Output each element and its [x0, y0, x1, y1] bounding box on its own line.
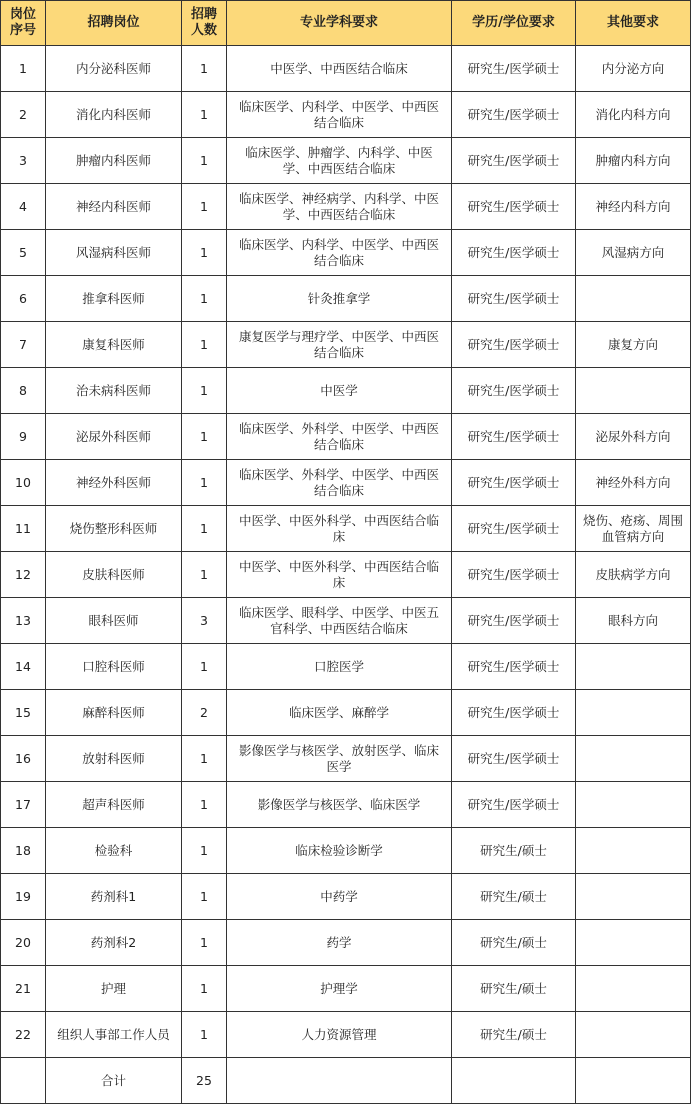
cell-other: [576, 368, 691, 414]
table-row: [1, 460, 691, 506]
cell-degree: 研究生/医学硕士: [452, 690, 576, 736]
cell-count: 1: [182, 874, 227, 920]
cell-degree: 研究生/医学硕士: [452, 506, 576, 552]
cell-seq: 15: [1, 690, 46, 736]
cell-seq: 10: [1, 460, 46, 506]
table-row: [1, 230, 691, 276]
table-row: [1, 736, 691, 782]
cell-count: 1: [182, 1012, 227, 1058]
cell-degree: 研究生/硕士: [452, 966, 576, 1012]
header-count: [182, 1, 227, 46]
cell-position: 护理: [46, 966, 182, 1012]
cell-other: 烧伤、疮疡、周围血管病方向: [576, 506, 691, 552]
table-row: [1, 414, 691, 460]
cell-count: 1: [182, 966, 227, 1012]
table-row: [1, 506, 691, 552]
cell-degree: 研究生/医学硕士: [452, 322, 576, 368]
cell-degree: 研究生/医学硕士: [452, 782, 576, 828]
cell-count: 1: [182, 920, 227, 966]
cell-other: 神经内科方向: [576, 184, 691, 230]
cell-degree: 研究生/医学硕士: [452, 552, 576, 598]
cell-degree: 研究生/硕士: [452, 874, 576, 920]
cell-seq: 1: [1, 46, 46, 92]
cell-seq: 12: [1, 552, 46, 598]
cell-other: [576, 736, 691, 782]
cell-major: 临床医学、内科学、中医学、中西医结合临床: [227, 230, 452, 276]
cell-position: 组织人事部工作人员: [46, 1012, 182, 1058]
cell-degree: 研究生/医学硕士: [452, 276, 576, 322]
cell-position: 麻醉科医师: [46, 690, 182, 736]
cell-degree: 研究生/医学硕士: [452, 644, 576, 690]
cell-degree: 研究生/硕士: [452, 828, 576, 874]
cell-count: 1: [182, 322, 227, 368]
cell-degree: 研究生/医学硕士: [452, 46, 576, 92]
cell-major: 口腔医学: [227, 644, 452, 690]
cell-count: 1: [182, 276, 227, 322]
cell-position: 治未病科医师: [46, 368, 182, 414]
table-row: [1, 184, 691, 230]
cell-major: 临床医学、内科学、中医学、中西医结合临床: [227, 92, 452, 138]
cell-seq: 3: [1, 138, 46, 184]
header-degree: 学历/学位要求: [452, 1, 576, 46]
cell-major: 临床医学、外科学、中医学、中西医结合临床: [227, 414, 452, 460]
cell-seq: 5: [1, 230, 46, 276]
table-body: [1, 46, 691, 1058]
cell-position: 消化内科医师: [46, 92, 182, 138]
cell-count: 1: [182, 828, 227, 874]
cell-other: [576, 644, 691, 690]
cell-other: [576, 690, 691, 736]
table-row: [1, 276, 691, 322]
cell-major: 中医学: [227, 368, 452, 414]
cell-degree: 研究生/医学硕士: [452, 138, 576, 184]
cell-degree: 研究生/医学硕士: [452, 736, 576, 782]
table-row: [1, 92, 691, 138]
cell-degree: 研究生/医学硕士: [452, 368, 576, 414]
header-count-label: 招聘人数: [190, 7, 217, 38]
cell-seq: 8: [1, 368, 46, 414]
cell-other: 泌尿外科方向: [576, 414, 691, 460]
cell-major: 影像医学与核医学、放射医学、临床医学: [227, 736, 452, 782]
cell-count: 1: [182, 230, 227, 276]
cell-position: 神经外科医师: [46, 460, 182, 506]
cell-other: 肿瘤内科方向: [576, 138, 691, 184]
cell-position: 推拿科医师: [46, 276, 182, 322]
cell-seq: 20: [1, 920, 46, 966]
cell-position: 眼科医师: [46, 598, 182, 644]
cell-major: 临床医学、眼科学、中医学、中医五官科学、中西医结合临床: [227, 598, 452, 644]
cell-seq: 6: [1, 276, 46, 322]
cell-other: 神经外科方向: [576, 460, 691, 506]
header-other: 其他要求: [576, 1, 691, 46]
table-row: [1, 46, 691, 92]
cell-other: 风湿病方向: [576, 230, 691, 276]
cell-position: 超声科医师: [46, 782, 182, 828]
table-row: [1, 1012, 691, 1058]
cell-major: 中医学、中医外科学、中西医结合临床: [227, 552, 452, 598]
table-row: [1, 598, 691, 644]
header-major: 专业学科要求: [227, 1, 452, 46]
cell-position: 神经内科医师: [46, 184, 182, 230]
cell-other: 消化内科方向: [576, 92, 691, 138]
cell-position: 皮肤科医师: [46, 552, 182, 598]
total-count: 25: [182, 1058, 227, 1104]
cell-seq: 14: [1, 644, 46, 690]
cell-seq: 16: [1, 736, 46, 782]
cell-major: 药学: [227, 920, 452, 966]
cell-count: 1: [182, 368, 227, 414]
total-label: 合计: [46, 1058, 182, 1104]
table-row: [1, 690, 691, 736]
table-row: [1, 322, 691, 368]
cell-count: 1: [182, 414, 227, 460]
cell-seq: 22: [1, 1012, 46, 1058]
cell-major: 中医学、中西医结合临床: [227, 46, 452, 92]
cell-count: 1: [182, 736, 227, 782]
cell-count: 1: [182, 506, 227, 552]
cell-count: 1: [182, 92, 227, 138]
cell-seq: 7: [1, 322, 46, 368]
cell-major: 临床检验诊断学: [227, 828, 452, 874]
cell-major: 护理学: [227, 966, 452, 1012]
cell-other: 康复方向: [576, 322, 691, 368]
cell-major: 针灸推拿学: [227, 276, 452, 322]
cell-degree: 研究生/医学硕士: [452, 598, 576, 644]
total-row: [1, 1058, 691, 1104]
cell-other: [576, 276, 691, 322]
cell-degree: 研究生/医学硕士: [452, 414, 576, 460]
total-major: [227, 1058, 452, 1104]
cell-major: 中药学: [227, 874, 452, 920]
cell-major: 康复医学与理疗学、中医学、中西医结合临床: [227, 322, 452, 368]
cell-degree: 研究生/医学硕士: [452, 460, 576, 506]
total-degree: [452, 1058, 576, 1104]
table-row: [1, 138, 691, 184]
cell-other: [576, 828, 691, 874]
total-other: [576, 1058, 691, 1104]
cell-other: [576, 874, 691, 920]
header-row: [1, 1, 691, 46]
cell-seq: 2: [1, 92, 46, 138]
total-seq: [1, 1058, 46, 1104]
cell-position: 口腔科医师: [46, 644, 182, 690]
cell-major: 临床医学、神经病学、内科学、中医学、中西医结合临床: [227, 184, 452, 230]
cell-count: 3: [182, 598, 227, 644]
table-row: [1, 644, 691, 690]
header-seq-label: 岗位序号: [9, 7, 36, 38]
cell-degree: 研究生/医学硕士: [452, 184, 576, 230]
table-row: [1, 874, 691, 920]
cell-other: [576, 1012, 691, 1058]
cell-count: 1: [182, 644, 227, 690]
table-row: [1, 368, 691, 414]
cell-degree: 研究生/硕士: [452, 1012, 576, 1058]
cell-degree: 研究生/医学硕士: [452, 92, 576, 138]
cell-position: 药剂科2: [46, 920, 182, 966]
cell-other: 皮肤病学方向: [576, 552, 691, 598]
table-row: [1, 920, 691, 966]
cell-seq: 17: [1, 782, 46, 828]
header-position: 招聘岗位: [46, 1, 182, 46]
cell-position: 检验科: [46, 828, 182, 874]
cell-position: 药剂科1: [46, 874, 182, 920]
cell-position: 肿瘤内科医师: [46, 138, 182, 184]
cell-position: 内分泌科医师: [46, 46, 182, 92]
cell-major: 影像医学与核医学、临床医学: [227, 782, 452, 828]
cell-seq: 9: [1, 414, 46, 460]
cell-seq: 13: [1, 598, 46, 644]
cell-seq: 21: [1, 966, 46, 1012]
cell-count: 2: [182, 690, 227, 736]
cell-count: 1: [182, 782, 227, 828]
cell-seq: 11: [1, 506, 46, 552]
cell-position: 泌尿外科医师: [46, 414, 182, 460]
cell-other: [576, 966, 691, 1012]
table-row: [1, 828, 691, 874]
cell-major: 临床医学、外科学、中医学、中西医结合临床: [227, 460, 452, 506]
table-row: [1, 966, 691, 1012]
cell-seq: 19: [1, 874, 46, 920]
cell-count: 1: [182, 46, 227, 92]
cell-major: 临床医学、肿瘤学、内科学、中医学、中西医结合临床: [227, 138, 452, 184]
cell-degree: 研究生/医学硕士: [452, 230, 576, 276]
cell-seq: 4: [1, 184, 46, 230]
cell-position: 风湿病科医师: [46, 230, 182, 276]
cell-count: 1: [182, 138, 227, 184]
cell-other: 内分泌方向: [576, 46, 691, 92]
cell-position: 康复科医师: [46, 322, 182, 368]
cell-count: 1: [182, 552, 227, 598]
cell-major: 临床医学、麻醉学: [227, 690, 452, 736]
header-seq: [1, 1, 46, 46]
cell-position: 放射科医师: [46, 736, 182, 782]
cell-other: [576, 782, 691, 828]
cell-major: 中医学、中医外科学、中西医结合临床: [227, 506, 452, 552]
cell-other: [576, 920, 691, 966]
cell-other: 眼科方向: [576, 598, 691, 644]
cell-count: 1: [182, 184, 227, 230]
cell-count: 1: [182, 460, 227, 506]
cell-seq: 18: [1, 828, 46, 874]
cell-major: 人力资源管理: [227, 1012, 452, 1058]
table-row: [1, 782, 691, 828]
cell-degree: 研究生/硕士: [452, 920, 576, 966]
cell-position: 烧伤整形科医师: [46, 506, 182, 552]
table-row: [1, 552, 691, 598]
